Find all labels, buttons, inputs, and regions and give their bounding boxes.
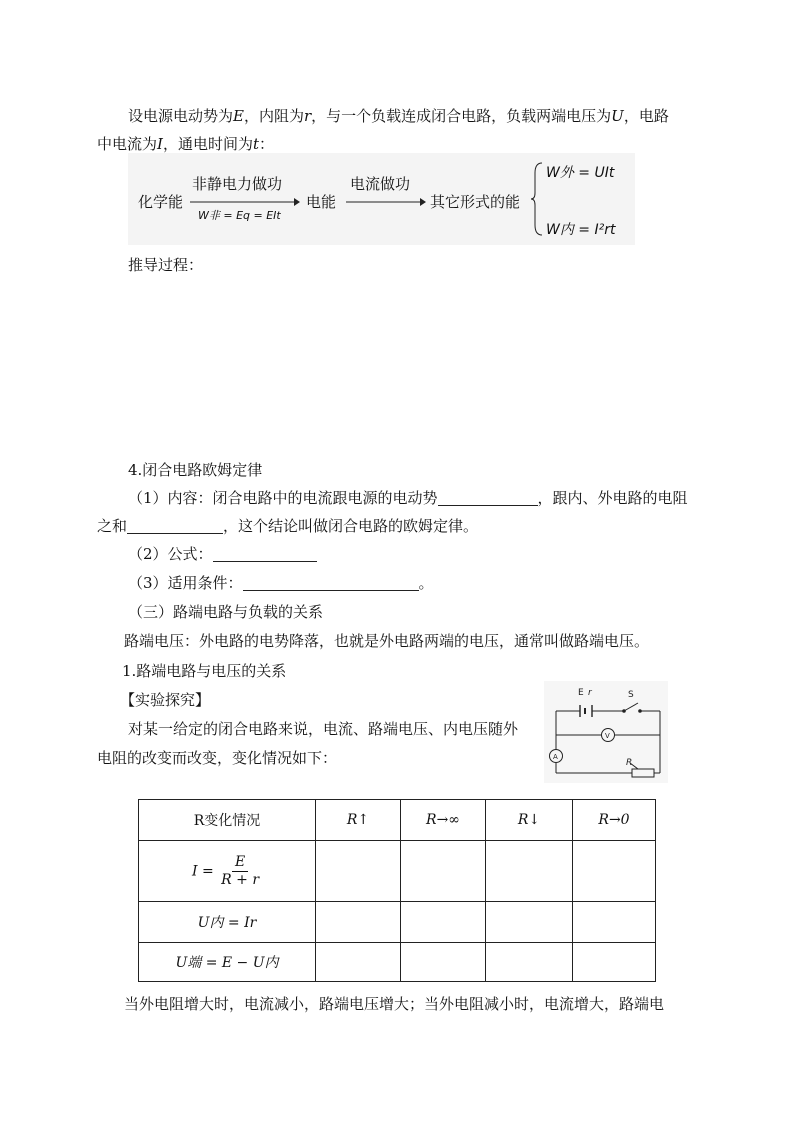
table-cell[interactable] — [401, 841, 486, 902]
table-cell[interactable] — [316, 943, 401, 982]
table-row — [139, 943, 656, 982]
section4-item1-line1 — [128, 488, 688, 508]
table-cell[interactable] — [573, 902, 656, 943]
table-cell[interactable] — [573, 943, 656, 982]
arrow1-label: 非静电力做功 — [192, 175, 283, 193]
label-e: E — [578, 688, 584, 698]
var-e: E — [233, 107, 244, 125]
section3-sub1: 1.路端电路与电压的关系 — [122, 662, 287, 680]
section4-item2 — [128, 544, 317, 564]
table-cell[interactable] — [401, 943, 486, 982]
internal-voltage-cell: U内 = Ir — [139, 902, 316, 943]
other-energy-label: 其它形式的能 — [430, 193, 521, 211]
experiment-text-2: 电阻的改变而改变，变化情况如下： — [97, 749, 338, 767]
table-header-cell: R→0 — [573, 800, 656, 841]
table-cell[interactable] — [486, 902, 573, 943]
table-header-row — [139, 800, 656, 841]
label-a: A — [553, 753, 558, 761]
intro-text: 中电流为 — [97, 135, 158, 153]
intro-text: ： — [259, 135, 275, 153]
section4-title: 4.闭合电路欧姆定律 — [128, 461, 263, 479]
chem-energy-label: 化学能 — [138, 193, 184, 211]
table-cell[interactable] — [486, 841, 573, 902]
label-s: S — [628, 690, 634, 700]
var-r: r — [303, 107, 312, 125]
derivation-label: 推导过程： — [128, 256, 204, 274]
conclusion-text: 当外电阻增大时，电流减小，路端电压增大；当外电阻减小时，电流增大，路端电 — [124, 995, 665, 1013]
item1-text: 之和 — [97, 517, 128, 535]
section3-title: （三）路端电路与负载的关系 — [128, 603, 324, 621]
intro-text: ，通电时间为 — [162, 135, 253, 153]
arrow1-icon — [190, 197, 300, 207]
arrow2-icon — [346, 197, 426, 207]
blank-field-condition[interactable] — [243, 575, 419, 591]
experiment-label: 【实验探究】 — [120, 691, 211, 709]
fraction-denominator: R + r — [221, 871, 260, 888]
electric-energy-label: 电能 — [306, 193, 337, 211]
intro-text: 设电源电动势为 — [128, 107, 234, 125]
table-cell[interactable] — [401, 902, 486, 943]
blank-field-formula[interactable] — [213, 546, 317, 562]
intro-text: ，内阻为 — [243, 107, 304, 125]
table-header-label: R变化情况 — [139, 800, 316, 841]
table-header-cell: R↑ — [316, 800, 401, 841]
label-v: V — [605, 732, 610, 740]
label-rheostat: R — [626, 758, 633, 768]
item1-text: （1）内容：闭合电路中的电流跟电源的电动势 — [128, 489, 438, 507]
intro-text: ，与一个负载连成闭合电路，负载两端电压为 — [311, 107, 612, 125]
label-r: r — [588, 688, 592, 698]
change-table — [138, 799, 656, 982]
table-cell[interactable] — [573, 841, 656, 902]
intro-text: ，电路 — [623, 107, 669, 125]
section4-item3 — [128, 573, 434, 593]
section4-item1-line2 — [97, 516, 478, 536]
item3-text: （3）适用条件： — [128, 574, 243, 592]
current-formula-cell — [139, 841, 316, 902]
terminal-voltage-cell: U端 = E − U内 — [139, 943, 316, 982]
item2-text: （2）公式： — [128, 545, 213, 563]
table-header-cell: R↓ — [486, 800, 573, 841]
current-fraction — [218, 854, 262, 889]
circuit-diagram — [544, 681, 668, 783]
item1-text: ，这个结论叫做闭合电路的欧姆定律。 — [223, 517, 479, 535]
table-header-cell: R→∞ — [401, 800, 486, 841]
experiment-text-1: 对某一给定的闭合电路来说，电流、路端电压、内电压随外 — [128, 720, 519, 738]
w-in-formula: W内 = I²rt — [546, 222, 616, 238]
table-cell[interactable] — [486, 943, 573, 982]
table-row — [139, 841, 656, 902]
item3-text: 。 — [418, 574, 434, 592]
intro-line-2 — [97, 134, 274, 154]
blank-field-2[interactable] — [127, 518, 223, 534]
w-out-formula: W外 = UIt — [546, 165, 615, 181]
current-lhs: I = — [191, 863, 214, 879]
var-u: U — [611, 107, 624, 125]
table-row — [139, 902, 656, 943]
intro-line-1 — [128, 106, 669, 126]
item1-text: ，跟内、外电路的电阻 — [537, 489, 688, 507]
energy-conversion-diagram — [128, 153, 635, 245]
var-t: t — [252, 135, 259, 153]
arrow2-label: 电流做功 — [350, 175, 411, 193]
var-i: I — [157, 135, 163, 153]
terminal-voltage-definition: 路端电压：外电路的电势降落，也就是外电路两端的电压，通常叫做路端电压。 — [124, 632, 650, 650]
brace-icon — [530, 161, 544, 237]
table-cell[interactable] — [316, 902, 401, 943]
blank-field-1[interactable] — [438, 490, 538, 506]
arrow1-formula: W非 = Eq = EIt — [198, 209, 281, 222]
table-cell[interactable] — [316, 841, 401, 902]
fraction-numerator: E — [232, 854, 248, 872]
